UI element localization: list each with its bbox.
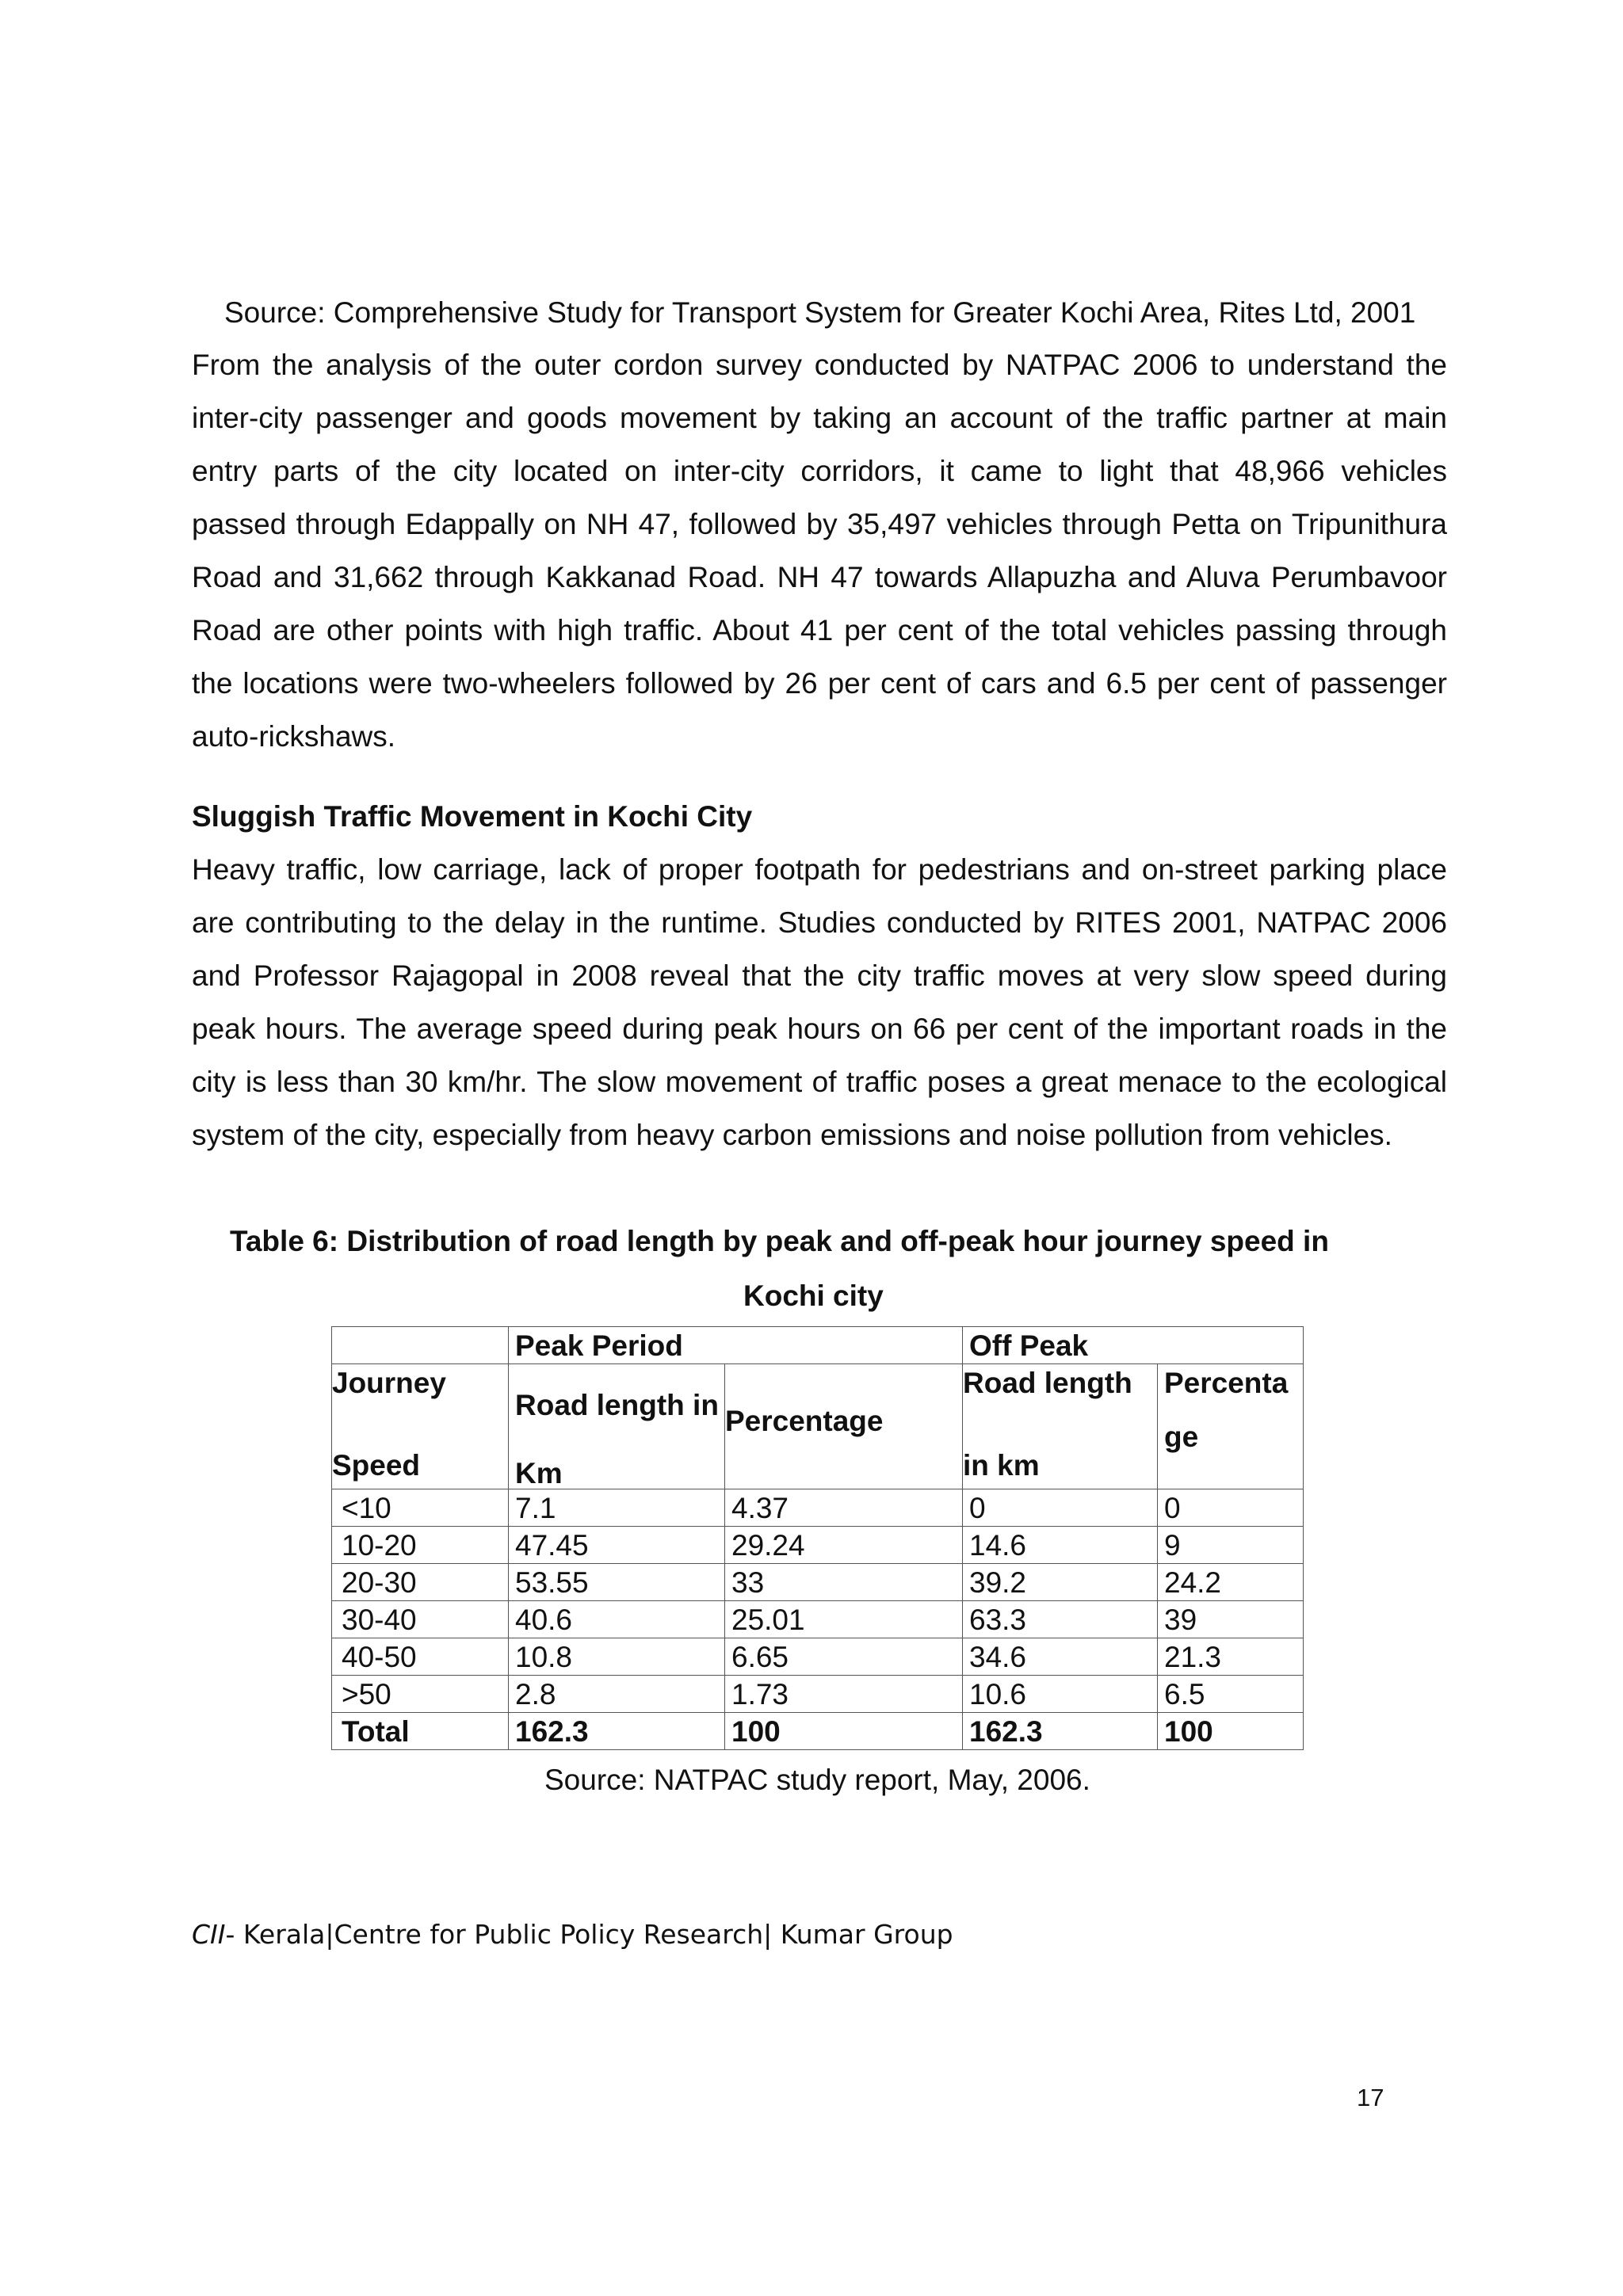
col-header-peak-percentage: Percentage (725, 1364, 963, 1489)
source-note-top: Source: Comprehensive Study for Transport System for Greater Kochi Area, Rites Ltd, 2001 (224, 296, 1416, 329)
cell-peak-length: 40.6 (509, 1601, 725, 1638)
cell-offpeak-length: 34.6 (963, 1638, 1158, 1676)
cell-total-offpeak-length: 162.3 (963, 1713, 1158, 1750)
cell-peak-length: 10.8 (509, 1638, 725, 1676)
table-row (332, 1601, 1304, 1638)
paragraph-line: passed through Edappally on NH 47, followed by 35,497 vehicles through Petta on Tripunithura (192, 508, 1447, 540)
cell-speed: 20-30 (332, 1564, 509, 1601)
page-footer (192, 1919, 953, 1950)
cell-peak-percentage: 25.01 (725, 1601, 963, 1638)
cell-offpeak-percentage: 21.3 (1158, 1638, 1304, 1676)
section-heading: Sluggish Traffic Movement in Kochi City (192, 800, 753, 833)
footer-org-text: - Kerala|Centre for Public Policy Research| Kumar Group (225, 1919, 953, 1950)
group-header-peak: Peak Period (509, 1327, 963, 1364)
table-caption-cont: Kochi city (743, 1280, 884, 1312)
paragraph-line: auto-rickshaws. (192, 720, 396, 753)
paragraph-line: are contributing to the delay in the runtime. Studies conducted by RITES 2001, NATPAC 2006 (192, 906, 1447, 939)
cell-speed: >50 (332, 1676, 509, 1713)
cell-offpeak-length: 63.3 (963, 1601, 1158, 1638)
cell-peak-length: 2.8 (509, 1676, 725, 1713)
cell-peak-percentage: 6.65 (725, 1638, 963, 1676)
paragraph-line: Heavy traffic, low carriage, lack of proper footpath for pedestrians and on-street parking place (192, 853, 1447, 886)
table-row (332, 1564, 1304, 1601)
paragraph-line: entry parts of the city located on inter-city corridors, it came to light that 48,966 vehicles (192, 455, 1447, 487)
paragraph-line: city is less than 30 km/hr. The slow movement of traffic poses a great menace to the ecological (192, 1066, 1447, 1098)
col-header-offpeak-percentage: Percenta ge (1158, 1364, 1304, 1489)
cell-offpeak-percentage: 39 (1158, 1601, 1304, 1638)
table-row (332, 1489, 1304, 1527)
table-column-header-row (332, 1364, 1304, 1489)
cell-speed: 10-20 (332, 1527, 509, 1564)
cell-total-peak-percentage: 100 (725, 1713, 963, 1750)
paragraph-line: From the analysis of the outer cordon survey conducted by NATPAC 2006 to understand the (192, 349, 1447, 381)
cell-peak-percentage: 33 (725, 1564, 963, 1601)
paragraph-line: and Professor Rajagopal in 2008 reveal that the city traffic moves at very slow speed during (192, 959, 1447, 992)
cell-offpeak-length: 10.6 (963, 1676, 1158, 1713)
cell-offpeak-percentage: 24.2 (1158, 1564, 1304, 1601)
paragraph-line: the locations were two-wheelers followed by 26 per cent of cars and 6.5 per cent of passenger (192, 667, 1447, 700)
speed-distribution-table (331, 1326, 1304, 1750)
cell-offpeak-percentage: 0 (1158, 1489, 1304, 1527)
table-row (332, 1676, 1304, 1713)
table-row (332, 1527, 1304, 1564)
paragraph-line: peak hours. The average speed during peak hours on 66 per cent of the important roads in the (192, 1013, 1447, 1045)
cell-speed: <10 (332, 1489, 509, 1527)
col-header-offpeak-road-length: Road length in km (963, 1364, 1158, 1489)
cell-peak-length: 7.1 (509, 1489, 725, 1527)
cell-speed: 40-50 (332, 1638, 509, 1676)
table-row (332, 1638, 1304, 1676)
cell-total-peak-length: 162.3 (509, 1713, 725, 1750)
cell-offpeak-length: 14.6 (963, 1527, 1158, 1564)
paragraph-line: Road are other points with high traffic. About 41 per cent of the total vehicles passing through (192, 614, 1447, 646)
paragraph-line: system of the city, especially from heavy carbon emissions and noise pollution from vehicles. (192, 1119, 1392, 1151)
cell-total-label: Total (332, 1713, 509, 1750)
group-header-offpeak: Off Peak (963, 1327, 1304, 1364)
table-header-empty (332, 1327, 509, 1364)
col-header-journey-speed: Journey Speed (332, 1364, 509, 1489)
table-group-header-row (332, 1327, 1304, 1364)
col-header-peak-road-length: Road length in Km (509, 1364, 725, 1489)
cell-total-offpeak-percentage: 100 (1158, 1713, 1304, 1750)
cell-offpeak-length: 0 (963, 1489, 1158, 1527)
cell-speed: 30-40 (332, 1601, 509, 1638)
table-caption: Table 6: Distribution of road length by peak and off-peak hour journey speed in (230, 1225, 1329, 1257)
table-total-row (332, 1713, 1304, 1750)
footer-org-italic: CII (192, 1919, 226, 1950)
cell-peak-length: 53.55 (509, 1564, 725, 1601)
cell-peak-percentage: 4.37 (725, 1489, 963, 1527)
paragraph-line: Road and 31,662 through Kakkanad Road. NH 47 towards Allapuzha and Aluva Perumbavoor (192, 561, 1447, 593)
table-source-note: Source: NATPAC study report, May, 2006. (544, 1764, 1090, 1796)
paragraph-line: inter-city passenger and goods movement by taking an account of the traffic partner at main (192, 402, 1447, 434)
cell-peak-length: 47.45 (509, 1527, 725, 1564)
cell-peak-percentage: 29.24 (725, 1527, 963, 1564)
cell-offpeak-percentage: 6.5 (1158, 1676, 1304, 1713)
cell-offpeak-length: 39.2 (963, 1564, 1158, 1601)
page-number: 17 (1357, 2084, 1384, 2111)
cell-peak-percentage: 1.73 (725, 1676, 963, 1713)
cell-offpeak-percentage: 9 (1158, 1527, 1304, 1564)
